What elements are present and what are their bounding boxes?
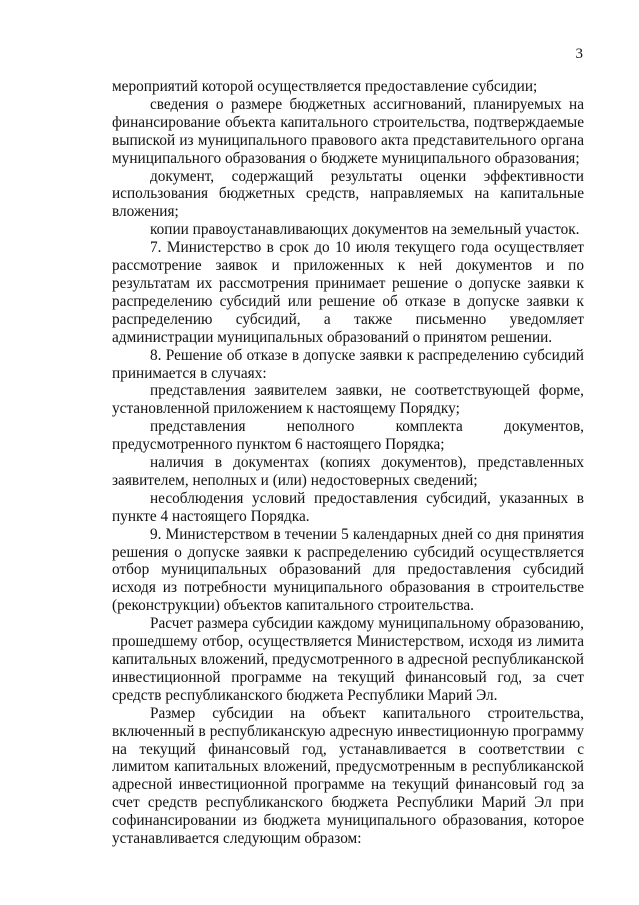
paragraph-budget-info: сведения о размере бюджетных ассигнований, планируемых на финансирование объекта капитального строительства, подтверждаемые выпиской из муниципального правового акта представительного органа муниципального образования о бюджете муниципального образования;	[112, 95, 584, 167]
paragraph-subsidy-amount: Размер субсидии на объект капитального строительства, включенный в республиканскую адресную инвестиционную программу на текущий финансовый год, устанавливается в соответствии с лимитом капитальных вложений, предусмотренным в республиканской адресной инвестиционной программе на текущий финансовый год за счет средств республиканского бюджета Республики Марий Эл при софинансировании из бюджета муниципального образования, которое устанавливается следующим образом:	[112, 704, 584, 848]
paragraph-item-8: 8. Решение об отказе в допуске заявки к распределению субсидий принимается в случаях:	[112, 346, 584, 382]
paragraph-subsidy-calculation: Расчет размера субсидии каждому муниципальному образованию, прошедшему отбор, осуществляется Министерством, исходя из лимита капитальных вложений, предусмотренного в адресной республиканской инвестиционной программе на текущий финансовый год, за счет средств республиканского бюджета Республики Марий Эл.	[112, 615, 584, 704]
paragraph-refusal-reason-inaccurate: наличия в документах (копиях документов), представленных заявителем, неполных и (или) недостоверных сведений;	[112, 454, 584, 489]
paragraph-refusal-reason-incomplete: представления неполного комплекта документов, предусмотренного пунктом 6 настоящего Порядка;	[112, 418, 584, 454]
paragraph-continuation: мероприятий которой осуществляется предоставление субсидии;	[112, 78, 538, 95]
paragraph-item-9: 9. Министерством в течении 5 календарных дней со дня принятия решения о допуске заявки к распределению субсидий осуществляется отбор муниципальных образований для предоставления субсидий исходя из потребности муниципального образования в строительстве (реконструкции) объектов капитального строительства.	[112, 525, 584, 615]
paragraph-efficiency-document: документ, содержащий результаты оценки эффективности использования бюджетных средств, направляемых на капитальные вложения;	[112, 167, 584, 221]
page-number: 3	[575, 46, 583, 62]
document-body	[112, 78, 584, 848]
paragraph-land-documents: копии правоустанавливающих документов на земельный участок.	[150, 221, 580, 239]
paragraph-refusal-reason-conditions: несоблюдения условий предоставления субсидий, указанных в пункте 4 настоящего Порядка.	[112, 489, 584, 525]
paragraph-refusal-reason-form: представления заявителем заявки, не соответствующей форме, установленной приложением к настоящему Порядку;	[112, 382, 584, 418]
paragraph-item-7: 7. Министерство в срок до 10 июля текущего года осуществляет рассмотрение заявок и приложенных к ней документов и по результатам их рассмотрения принимает решение о допуске заявки к распределению субсидий или решение об отказе в допуске заявки к распределению субсидий, а также письменно уведомляет администрации муниципальных образований о принятом решении.	[112, 239, 584, 346]
